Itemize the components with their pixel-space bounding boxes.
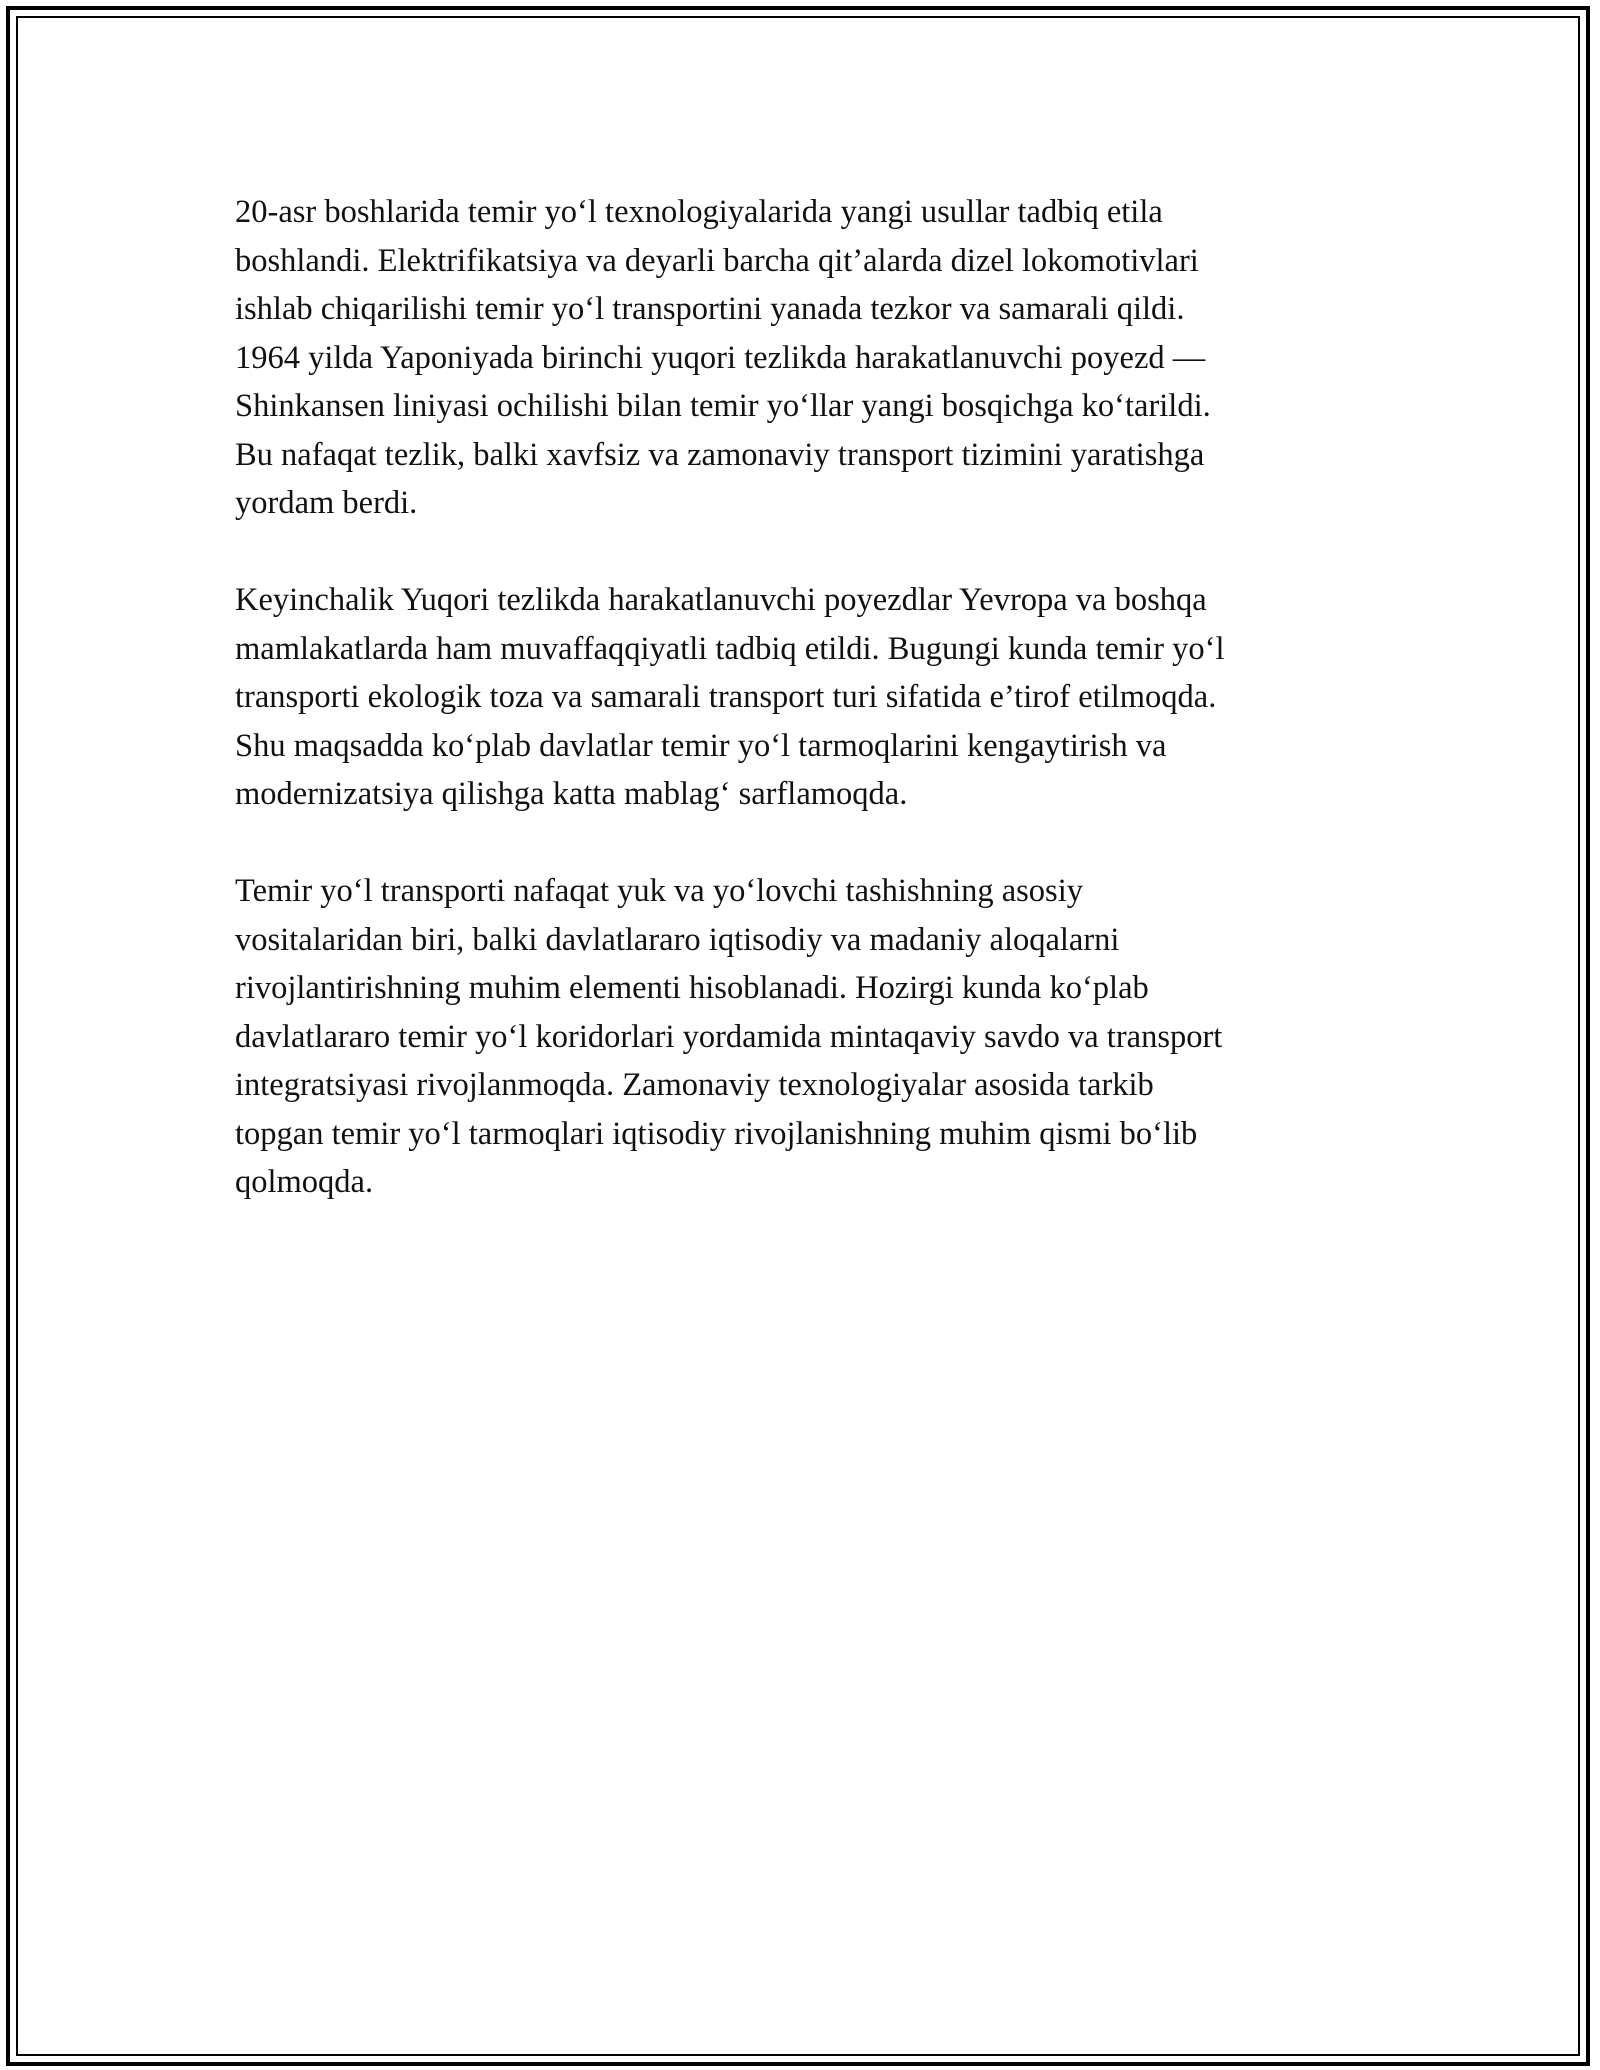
text-line: ishlab chiqarilishi temir yo‘l transportini yanada tezkor va samarali qildi. bbox=[235, 291, 1185, 327]
text-line: 1964 yilda Yaponiyada birinchi yuqori tezlikda harakatlanuvchi poyezd — bbox=[235, 339, 1206, 376]
paragraph-3 bbox=[235, 867, 1370, 1207]
text-line: Shinkansen liniyasi ochilishi bilan temir yo‘llar yangi bosqichga ko‘tarildi. bbox=[235, 388, 1211, 424]
text-line: Keyinchalik Yuqori tezlikda harakatlanuvchi poyezdlar Yevropa va boshqa bbox=[235, 582, 1207, 618]
text-line: transporti ekologik toza va samarali transport turi sifatida e’tirof etilmoqda. bbox=[235, 679, 1217, 715]
text-line: Shu maqsadda ko‘plab davlatlar temir yo‘l tarmoqlarini kengaytirish va bbox=[235, 727, 1167, 764]
text-line: rivojlantirishning muhim elementi hisoblanadi. Hozirgi kunda ko‘plab bbox=[235, 970, 1149, 1006]
document-body bbox=[235, 188, 1370, 1255]
text-line: davlatlararo temir yo‘l koridorlari yordamida mintaqaviy savdo va transport bbox=[235, 1018, 1223, 1055]
text-line: Temir yo‘l transporti nafaqat yuk va yo‘lovchi tashishning asosiy bbox=[235, 873, 1083, 909]
paragraph-2 bbox=[235, 576, 1370, 819]
text-line: mamlakatlarda ham muvaffaqqiyatli tadbiq etildi. Bugungi kunda temir yo‘l bbox=[235, 630, 1225, 667]
text-line: Bu nafaqat tezlik, balki xavfsiz va zamonaviy transport tizimini yaratishga bbox=[235, 436, 1205, 473]
text-line: qolmoqda. bbox=[235, 1164, 374, 1200]
text-line: boshlandi. Elektrifikatsiya va deyarli barcha qit’alarda dizel lokomotivlari bbox=[235, 242, 1199, 279]
paragraph-1 bbox=[235, 188, 1370, 528]
text-line: 20-asr boshlarida temir yo‘l texnologiyalarida yangi usullar tadbiq etila bbox=[235, 194, 1163, 230]
text-line: integratsiyasi rivojlanmoqda. Zamonaviy texnologiyalar asosida tarkib bbox=[235, 1067, 1154, 1103]
text-line: modernizatsiya qilishga katta mablag‘ sarflamoqda. bbox=[235, 776, 908, 812]
text-line: vositalaridan biri, balki davlatlararo iqtisodiy va madaniy aloqalarni bbox=[235, 921, 1120, 958]
text-line: yordam berdi. bbox=[235, 485, 418, 521]
text-line: topgan temir yo‘l tarmoqlari iqtisodiy rivojlanishning muhim qismi bo‘lib bbox=[235, 1115, 1198, 1152]
